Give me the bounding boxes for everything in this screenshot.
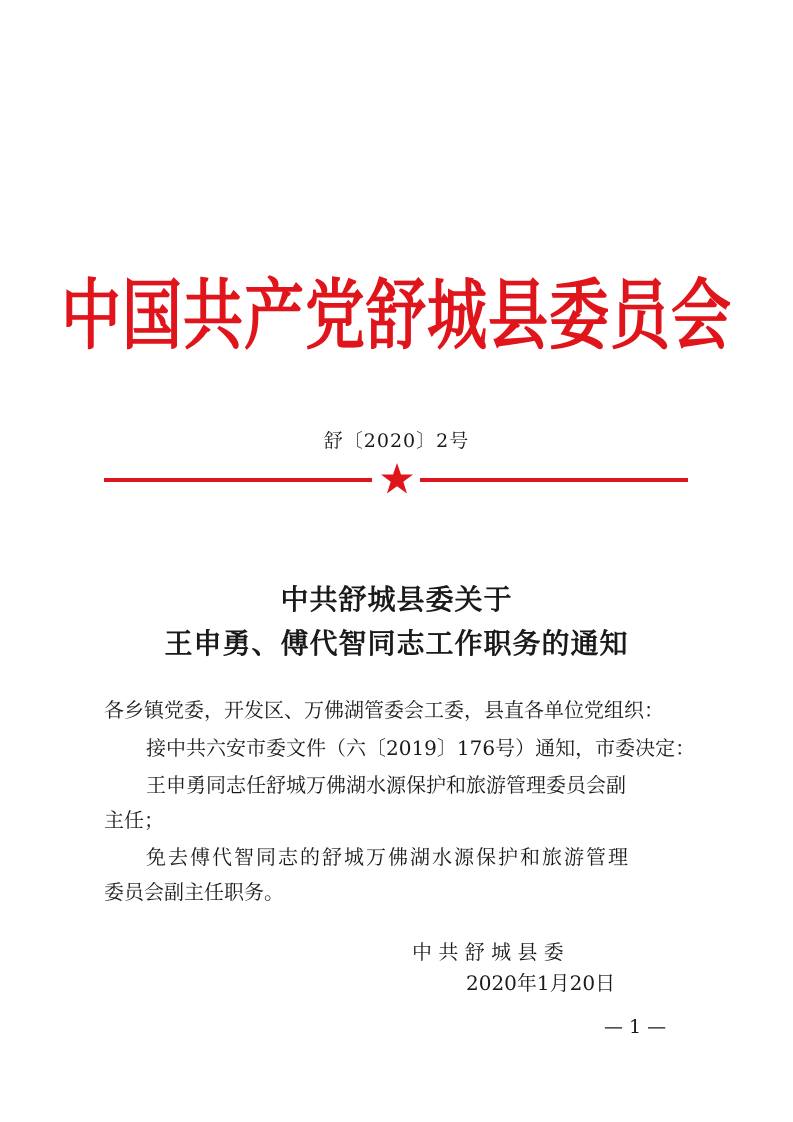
masthead-title: 中国共产党舒城县委员会 [61,271,732,362]
red-star-icon [380,462,414,496]
signature-organization: 中 共 舒 城 县 委 [412,940,564,964]
recipients-line: 各乡镇党委，开发区、万佛湖管委会工委，县直各单位党组织： [104,698,664,722]
red-divider-right [420,478,688,482]
paragraph-3-line-1: 免去傅代智同志的舒城万佛湖水源保护和旅游管理 [146,845,630,869]
notice-title-line-1: 中共舒城县委关于 [280,583,513,616]
paragraph-3-line-2: 委员会副主任职务。 [104,880,284,904]
page-number: — 1 — [604,1016,667,1038]
paragraph-2-line-1: 王申勇同志任舒城万佛湖水源保护和旅游管理委员会副 [146,773,626,797]
paragraph-1: 接中共六安市委文件（六〔2019〕176号）通知，市委决定： [146,736,696,760]
document-number: 舒〔2020〕2号 [323,430,470,452]
notice-title-line-2: 王申勇、傅代智同志工作职务的通知 [164,627,629,660]
signature-date: 2020年1月20日 [466,971,616,995]
paragraph-2-line-2: 主任； [104,808,164,832]
red-divider-left [104,478,372,482]
